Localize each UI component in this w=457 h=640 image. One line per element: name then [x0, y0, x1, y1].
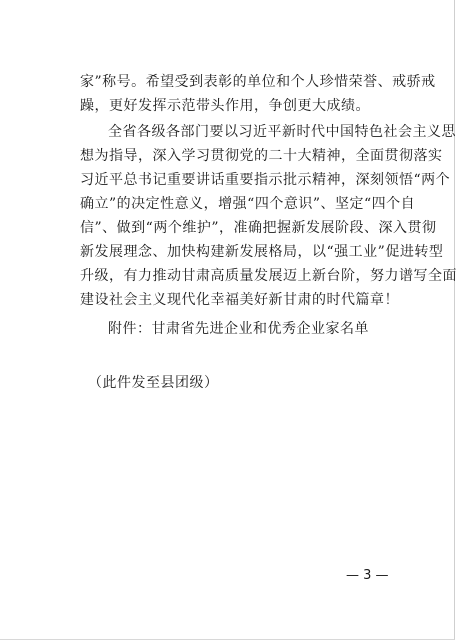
paragraph-line: 躁，更好发挥示范带头作用，争创更大成绩。 [80, 98, 370, 114]
paragraph-line: 信”、做到“两个维护”，准确把握新发展阶段、深入贯彻 [80, 220, 437, 236]
paragraph-line: 新发展理念、加快构建新发展格局，以“强工业”促进转型 [80, 244, 444, 260]
paragraph-line: 建设社会主义现代化幸福美好新甘肃的时代篇章！ [80, 292, 399, 308]
distribution-note: （此件发至县团级） [88, 375, 219, 391]
attachment-line: 附件：甘肃省先进企业和优秀企业家名单 [108, 321, 369, 337]
paragraph-line: 想为指导，深入学习贯彻党的二十大精神，全面贯彻落实 [80, 148, 443, 164]
paragraph-commendation-closing [80, 70, 436, 118]
page-number: — 3 — [346, 568, 389, 583]
paragraph-line: 确立”的决定性意义，增强“四个意识”、坚定“四个自 [80, 196, 416, 212]
paragraph-call-to-action [80, 120, 457, 312]
paragraph-line: 习近平总书记重要讲话重要指示批示精神，深刻领悟“两个 [80, 172, 451, 188]
paragraph-line: 全省各级各部门要以习近平新时代中国特色社会主义思 [108, 124, 456, 140]
paragraph-line: 升级，有力推动甘肃高质量发展迈上新台阶，努力谱写全面 [80, 268, 457, 284]
paragraph-line: 家”称号。希望受到表彰的单位和个人珍惜荣誉、戒骄戒 [80, 74, 436, 90]
